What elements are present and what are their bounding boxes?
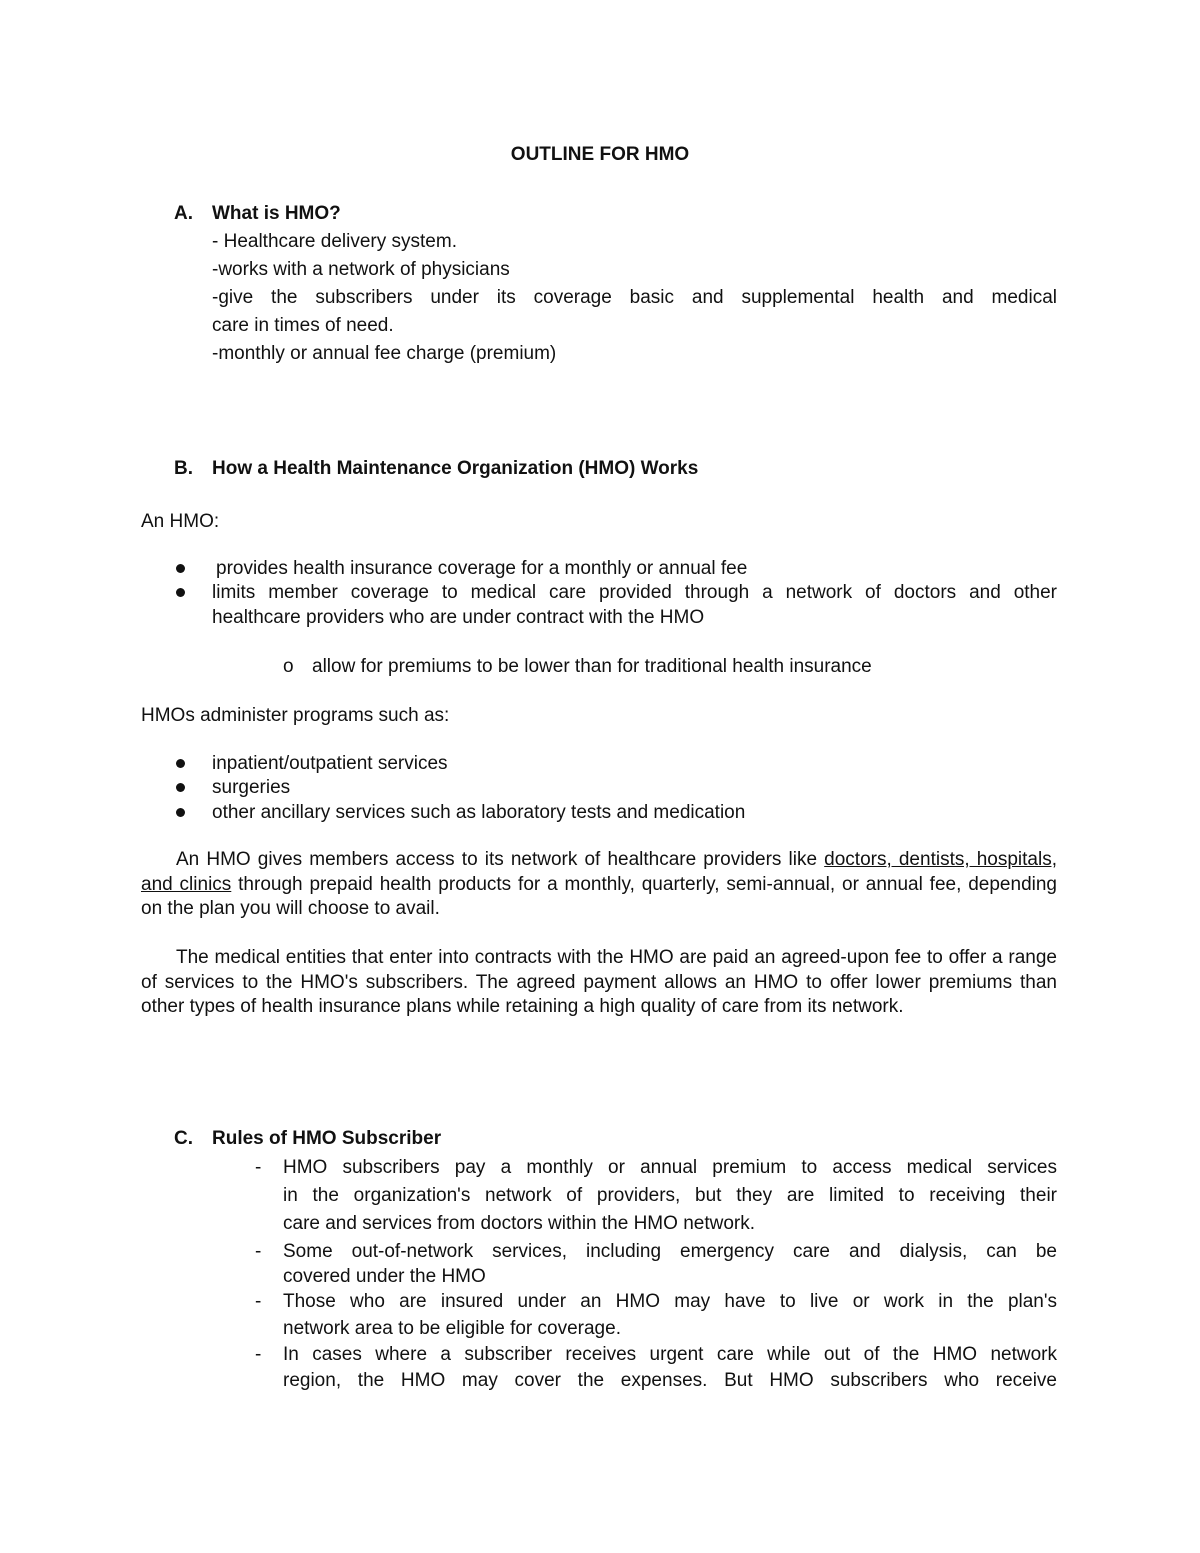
section-c-heading: [174, 1126, 441, 1151]
rule-dash: -: [255, 1157, 262, 1178]
rule-1-line-3: care and services from doctors within the HMO network.: [283, 1213, 756, 1234]
section-b-title: How a Health Maintenance Organization (HMO) Works: [212, 458, 699, 479]
section-b-intro: An HMO:: [141, 511, 220, 532]
paragraph-1-text-end: through prepaid health products for a monthly, quarterly, semi-annual, or annual fee, depending on the plan you will choose to avail.: [141, 873, 1057, 919]
section-b-paragraph-2: [141, 946, 1057, 1020]
section-b-heading: [174, 456, 698, 481]
rule-dash: -: [255, 1241, 262, 1262]
rule-1-line-2: in the organization's network of providers, but they are limited to receiving their: [283, 1185, 1057, 1206]
section-b-sub-bullet: allow for premiums to be lower than for traditional health insurance: [312, 656, 872, 677]
rule-dash: -: [255, 1291, 262, 1312]
section-a-line-4: care in times of need.: [212, 315, 394, 336]
section-a-heading: [174, 201, 341, 226]
document-title: OUTLINE FOR HMO: [510, 144, 690, 165]
section-a-line-5: -monthly or annual fee charge (premium): [212, 343, 557, 364]
sub-bullet-marker: o: [283, 656, 294, 677]
bullet-icon: [176, 808, 185, 817]
section-b-bullet-2-cont: healthcare providers who are under contract with the HMO: [212, 607, 705, 628]
section-a-line-3: -give the subscribers under its coverage basic and supplemental health and medical: [212, 287, 1057, 308]
bullet-icon: [176, 588, 185, 597]
section-b-letter: B.: [174, 458, 193, 479]
section-b-paragraph-1: [141, 848, 1057, 922]
rule-4-line-1: In cases where a subscriber receives urgent care while out of the HMO network: [283, 1344, 1057, 1365]
program-item-1: inpatient/outpatient services: [212, 753, 448, 774]
rule-dash: -: [255, 1344, 262, 1365]
paragraph-2-text: The medical entities that enter into contracts with the HMO are paid an agreed-upon fee to offer a range of services to the HMO's subscribers. The agreed payment allows an HMO to offer lower premiums than other types of health insurance plans while retaining a high quality of care from its network.: [141, 947, 1057, 1017]
section-a-letter: A.: [174, 203, 193, 224]
section-b-bullet-2: limits member coverage to medical care provided through a network of doctors and other: [212, 582, 1057, 603]
providers-link[interactable]: doctors, dentists, hospitals, and clinics: [141, 849, 1058, 895]
rule-1-line-1: HMO subscribers pay a monthly or annual premium to access medical services: [283, 1157, 1057, 1178]
program-item-2: surgeries: [212, 777, 291, 798]
section-a-title: What is HMO?: [212, 203, 341, 224]
section-c-letter: C.: [174, 1128, 193, 1149]
programs-intro: HMOs administer programs such as:: [141, 705, 450, 726]
rule-3-line-1: Those who are insured under an HMO may have to live or work in the plan's: [283, 1291, 1057, 1312]
bullet-icon: [176, 759, 185, 768]
rule-2-line-1: Some out-of-network services, including emergency care and dialysis, can be: [283, 1241, 1057, 1262]
program-item-3: other ancillary services such as laboratory tests and medication: [212, 802, 746, 823]
bullet-icon: [176, 564, 185, 573]
rule-3-line-2: network area to be eligible for coverage.: [283, 1318, 621, 1339]
section-a-line-1: - Healthcare delivery system.: [212, 231, 457, 252]
section-a-line-2: -works with a network of physicians: [212, 259, 510, 280]
section-c-title: Rules of HMO Subscriber: [212, 1128, 442, 1149]
rule-2-line-2: covered under the HMO: [283, 1266, 486, 1287]
section-b-bullet-1: provides health insurance coverage for a monthly or annual fee: [216, 558, 748, 579]
rule-4-line-2: region, the HMO may cover the expenses. But HMO subscribers who receive: [283, 1370, 1057, 1391]
paragraph-1-text-start: An HMO gives members access to its network of healthcare providers like: [176, 849, 825, 870]
bullet-icon: [176, 783, 185, 792]
